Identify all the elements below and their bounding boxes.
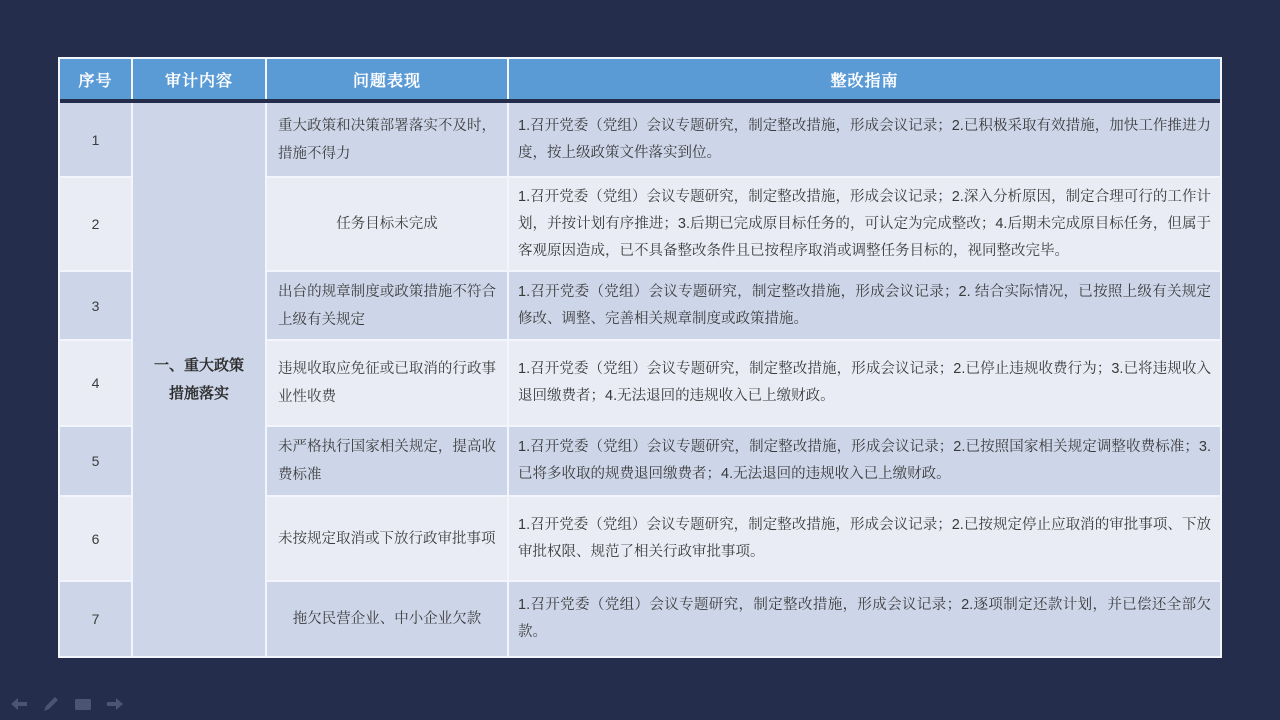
problem-cell [267, 582, 507, 656]
problem-text: 未严格执行国家相关规定，提高收费标准 [278, 439, 496, 483]
problem-text: 任务目标未完成 [336, 216, 438, 232]
row-number: 4 [60, 341, 131, 425]
problem-cell [267, 341, 507, 425]
guide-cell [509, 427, 1220, 495]
presenter-controls [10, 697, 124, 711]
row-number: 5 [60, 427, 131, 495]
table-body [60, 103, 1220, 656]
guide-text: 1.召开党委（党组）会议专题研究，制定整改措施，形成会议记录；2.已按照国家相关规定调整收费标准；3.已将多收取的规费退回缴费者；4.无法退回的违规收入已上缴财政。 [518, 439, 1211, 482]
audit-rectification-table [58, 57, 1222, 658]
problem-text: 出台的规章制度或政策措施不符合上级有关规定 [278, 283, 496, 328]
previous-slide-button[interactable] [10, 697, 28, 711]
guide-text: 1.召开党委（党组）会议专题研究，制定整改措施，形成会议记录；2.深入分析原因，制定合理可行的工作计划，并按计划有序推进；3.后期已完成原目标任务的，可认定为完成整改；4.后期未完成原目标任务，但属于客观原因造成，已不具备整改条件且已按程序取消或调整任务目标的，视同整改完毕。 [518, 188, 1211, 259]
column-header-guide: 整改指南 [509, 59, 1220, 99]
guide-cell [509, 103, 1220, 176]
problem-text: 未按规定取消或下放行政审批事项 [278, 530, 496, 547]
pen-icon [44, 697, 58, 711]
row-number: 1 [60, 103, 131, 176]
problem-text: 重大政策和决策部署落实不及时，措施不得力 [278, 117, 496, 162]
row-number: 7 [60, 582, 131, 656]
problem-cell [267, 427, 507, 495]
pen-tool-button[interactable] [42, 697, 60, 711]
guide-cell [509, 178, 1220, 270]
slide-menu-button[interactable] [74, 697, 92, 711]
guide-text: 1.召开党委（党组）会议专题研究，制定整改措施，形成会议记录；2.已按规定停止应取消的审批事项、下放审批权限、规范了相关行政审批事项。 [518, 516, 1211, 560]
guide-text: 1.召开党委（党组）会议专题研究，制定整改措施，形成会议记录；2.逐项制定还款计划，并已偿还全部欠款。 [518, 597, 1211, 640]
row-number: 2 [60, 178, 131, 270]
problem-cell [267, 103, 507, 176]
problem-text: 违规收取应免征或已取消的行政事业性收费 [278, 361, 496, 405]
right-arrow-icon [107, 698, 123, 710]
guide-cell [509, 582, 1220, 656]
column-header-number: 序号 [60, 59, 131, 99]
guide-text: 1.召开党委（党组）会议专题研究，制定整改措施，形成会议记录；2. 结合实际情况，已按照上级有关规定修改、调整、完善相关规章制度或政策措施。 [518, 283, 1211, 327]
guide-cell [509, 341, 1220, 425]
table-header-row [60, 59, 1220, 99]
column-header-problem: 问题表现 [267, 59, 507, 99]
row-number: 6 [60, 497, 131, 580]
guide-text: 1.召开党委（党组）会议专题研究，制定整改措施，形成会议记录；2.已积极采取有效措施，加快工作推进力度，按上级政策文件落实到位。 [518, 117, 1211, 161]
guide-text: 1.召开党委（党组）会议专题研究，制定整改措施，形成会议记录；2.已停止违规收费行为；3.已将违规收入退回缴费者；4.无法退回的违规收入已上缴财政。 [518, 361, 1211, 404]
problem-cell [267, 178, 507, 270]
next-slide-button[interactable] [106, 697, 124, 711]
slides-icon [75, 699, 91, 710]
guide-cell [509, 497, 1220, 580]
problem-text: 拖欠民营企业、中小企业欠款 [292, 611, 482, 627]
merged-category-cell: 一、重大政策措施落实 [133, 103, 265, 656]
left-arrow-icon [11, 698, 27, 710]
guide-cell [509, 272, 1220, 339]
column-header-audit-content: 审计内容 [133, 59, 265, 99]
row-number: 3 [60, 272, 131, 339]
problem-cell [267, 272, 507, 339]
problem-cell [267, 497, 507, 580]
